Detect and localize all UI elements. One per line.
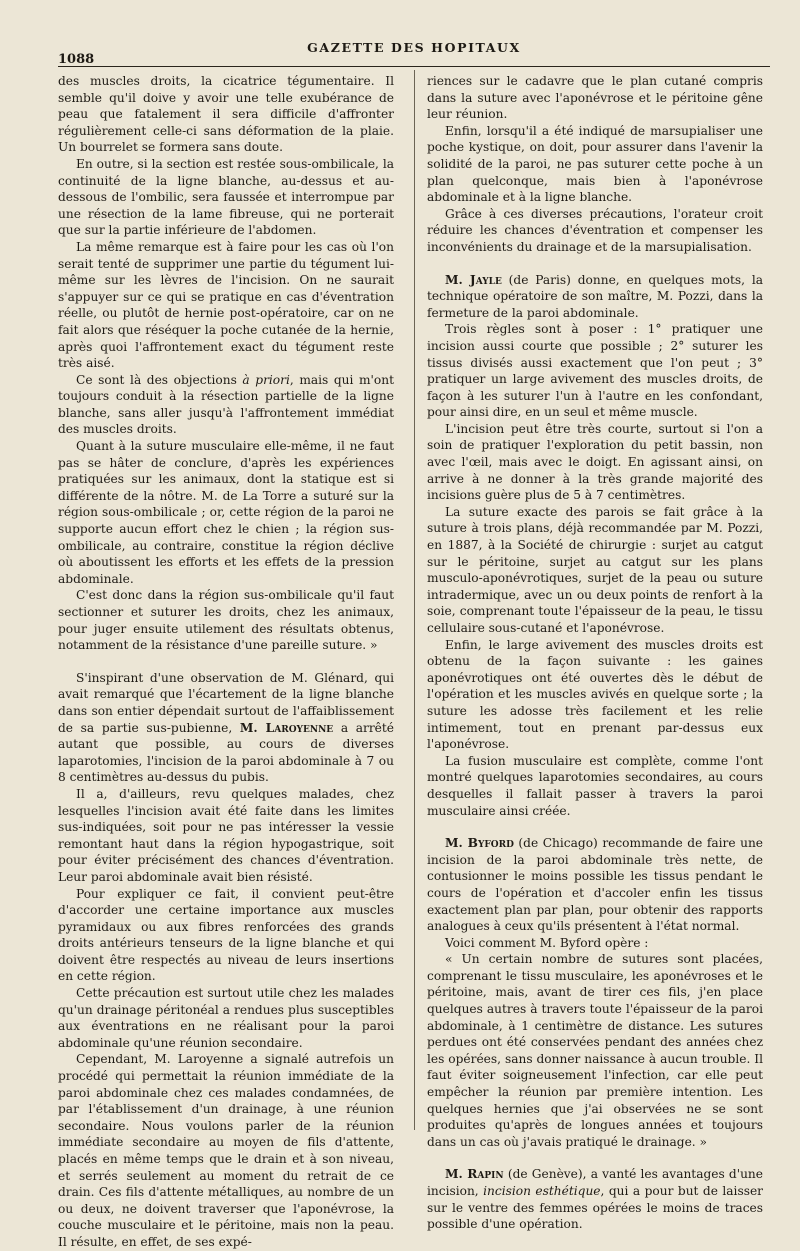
speaker-name: M. Laroyenne [239, 720, 334, 735]
column-divider [414, 70, 415, 1130]
left-column [58, 73, 394, 1251]
emphasis: à priori [242, 372, 290, 387]
paragraph: L'incision peut être très courte, surtout si l'on a soin de pratiquer l'exploration du petit bassin, non avec l'œil, mais avec le doigt. En agissant ainsi, on arrive à ne donner à la très grande majorité des incisions guère plus de 5 à 7 centimètres. [427, 421, 763, 503]
speaker-name: M. Jayle [445, 272, 502, 287]
paragraph: C'est donc dans la région sus-ombilicale qu'il faut sectionner et suturer les droits, chez les animaux, pour juger ensuite utilement des résultats obtenus, notamment de la résistance d'une pareille suture. » [58, 588, 394, 653]
paragraph: La suture exacte des parois se fait grâce à la suture à trois plans, déjà recommandée par M. Pozzi, en 1887, à la Société de chirurgie : surjet au catgut sur le péritoine, surjet au catgut sur les plans musculo-aponévrotiques, surjet de la peau ou suture intradermique, avec un ou deux points de renfort à la soie, comprenant toute l'épaisseur de la peau, le tissu cellulaire sous-cutané et l'aponévrose. [427, 504, 763, 635]
paragraph: Il a, d'ailleurs, revu quelques malades, chez lesquelles l'incision avait été faite dans les limites sus-indiquées, soit pour ne pas intéresser la vessie remontant haut dans la région hypogastrique, soit pour éviter précisément des chances d'éventration. Leur paroi abdominale avait bien résisté. [58, 786, 394, 884]
page-header [58, 38, 770, 68]
paragraph [427, 835, 763, 935]
paragraph-text: (de Paris) donne, en quelques mots, la technique opératoire de son maître, M. Pozzi, dans la fermeture de la paroi abdominale. [427, 272, 763, 320]
paragraph [427, 1166, 763, 1232]
paragraph [58, 670, 394, 786]
speaker-name: M. Byford [445, 836, 514, 851]
page-number: 1088 [58, 52, 95, 67]
paragraph-text: a arrêté autant que possible, au cours de diverses laparotomies, l'incision de la paroi abdominale à 7 ou 8 centimètres au-dessus du pubis. [58, 720, 394, 785]
emphasis: incision esthétique [483, 1184, 601, 1198]
paragraph: La même remarque est à faire pour les cas où l'on serait tenté de supprimer une partie du tégument lui-même sur les lèvres de l'incision. On ne saurait s'appuyer sur ce qui se pratique en cas d'éventration réelle, ou plutôt de hernie post-opératoire, car on ne fait alors que réséquer la poche cutanée de la hernie, après quoi l'affrontement exact du tégument reste très aisé. [58, 239, 394, 371]
paragraph: Cependant, M. Laroyenne a signalé autrefois un procédé qui permettait la réunion immédiate de la paroi abdominale chez ces malades condamnées, de par l'établissement d'un drainage, à une réunion secondaire. Nous voulons parler de la réunion immédiate secondaire au moyen de fils d'attente, placés en même temps que le drain et à son niveau, et serrés seulement au moment du retrait de ce drain. Ces fils d'attente métalliques, au nombre de un ou deux, ne doivent traverser que l'aponévrose, la couche musculaire et le péritoine, mais non la peau. Il résulte, en effet, de ses expé- [58, 1052, 394, 1249]
paragraph: Enfin, lorsqu'il a été indiqué de marsupialiser une poche kystique, on doit, pour assurer dans l'avenir la solidité de la paroi, ne pas suturer cette poche à un plan quelconque, mais bien à l'aponévrose abdominale et à la ligne blanche. [427, 123, 763, 205]
paragraph: Trois règles sont à poser : 1° pratiquer une incision aussi courte que possible ; 2° suturer les tissus divisés aussi exactement que l'on peut ; 3° pratiquer un large avivement des muscles droits, de façon à les suturer l'un à l'autre en les confondant, pour ainsi dire, en un seul et même muscle. [427, 322, 763, 420]
header-rule [58, 66, 770, 67]
paragraph [58, 372, 394, 438]
speaker-name: M. Rapin [445, 1167, 504, 1182]
paragraph: En outre, si la section est restée sous-ombilicale, la continuité de la ligne blanche, au-dessus et au-dessous de l'ombilic, sera faussée et interrompue par une résection de la lame fibreuse, qui ne porterait que sur la partie inférieure de l'abdomen. [58, 156, 394, 238]
paragraph-text: (de Chicago) recommande de faire une incision de la paroi abdominale très nette, de contusionner le moins possible les tissus pendant le cours de l'opération et d'accoler enfin les tissus exactement plan par plan, pour obtenir des rapports analogues à ceux qu'ils présentent à l'état normal. [427, 836, 764, 934]
paragraph-text: , qui a pour but de laisser sur le ventre des femmes opérées le moins de traces possible d'une opération. [427, 1184, 764, 1232]
right-column [427, 73, 763, 1233]
paragraph: Enfin, le large avivement des muscles droits est obtenu de la façon suivante : les gaines aponévrotiques ont été ouvertes dès le début de l'opération et les muscles avivés en quelque sorte ; la suture les adosse très facilement et les relie intimement, tout en prenant par-dessus eux l'aponévrose. [427, 637, 763, 752]
paragraph: Pour expliquer ce fait, il convient peut-être d'accorder une certaine importance aux muscles pyramidaux ou aux fibres renforcées des grands droits antérieurs tenseurs de la ligne blanche et qui doivent être respectés au niveau de leurs insertions en cette région. [58, 886, 394, 984]
paragraph: Voici comment M. Byford opère : [445, 935, 649, 950]
paragraph-text: S'inspirant d'une observation de M. Glénard, qui avait remarqué que l'écartement de la ligne blanche dans son entier dépendait surtout de l'affaiblissement de sa partie sus-pubienne, [58, 670, 394, 735]
paragraph: riences sur le cadavre que le plan cutané compris dans la suture avec l'aponévrose et le péritoine gêne leur réunion. [427, 74, 763, 122]
paragraph-text: (de Genève), a vanté les avantages d'une incision, [427, 1167, 763, 1198]
paragraph: Cette précaution est surtout utile chez les malades qu'un drainage péritonéal a rendues plus susceptibles aux éventrations en ne réalisant pour la paroi abdominale qu'une réunion secondaire. [58, 986, 394, 1050]
paragraph: des muscles droits, la cicatrice tégumentaire. Il semble qu'il doive y avoir une telle exubérance de peau que fatalement il sera difficile d'affronter régulièrement celle-ci sans déformation de la plaie. Un bourrelet se formera sans doute. [58, 74, 394, 155]
paragraph: La fusion musculaire est complète, comme l'ont montré quelques laparotomies secondaires, au cours desquelles il fallait passer à travers la paroi musculaire ainsi créée. [427, 753, 763, 818]
journal-title: GAZETTE DES HOPITAUX [307, 40, 521, 55]
paragraph [427, 272, 763, 322]
paragraph: Grâce à ces diverses précautions, l'orateur croit réduire les chances d'éventration et compenser les inconvénients du drainage et de la marsupialisation. [427, 206, 763, 254]
paragraph-text: , mais qui m'ont toujours conduit à la résection partielle de la ligne blanche, sans aller jusqu'à l'affrontement immédiat des muscles droits. [58, 372, 394, 437]
paragraph: Quant à la suture musculaire elle-même, il ne faut pas se hâter de conclure, d'après les expériences pratiquées sur les animaux, dont la statique est si différente de la nôtre. M. de La Torre a suturé sur la région sous-ombilicale ; or, cette région de la paroi ne supporte aucun effort chez le chien ; la région sus-ombilicale, au contraire, constitue la région déclive où aboutissent les efforts et les effets de la pression abdominale. [58, 439, 394, 586]
paragraph: « Un certain nombre de sutures sont placées, comprenant le tissu musculaire, les aponévroses et le péritoine, mais, avant de tirer ces fils, j'en place quelques autres à travers toute l'épaisseur de la paroi abdominale, à 1 centimètre de distance. Les sutures perdues ont été conservées pendant des années chez les opérées, sans donner naissance à aucun trouble. Il faut éviter soigneusement l'infection, car elle peut empêcher la réunion par première intention. Les quelques hernies que j'ai observées ne se sont produites qu'après de longues années et toujours dans un cas où j'avais pratiqué le drainage. » [427, 952, 763, 1149]
paragraph-text: Ce sont là des objections [76, 372, 243, 387]
